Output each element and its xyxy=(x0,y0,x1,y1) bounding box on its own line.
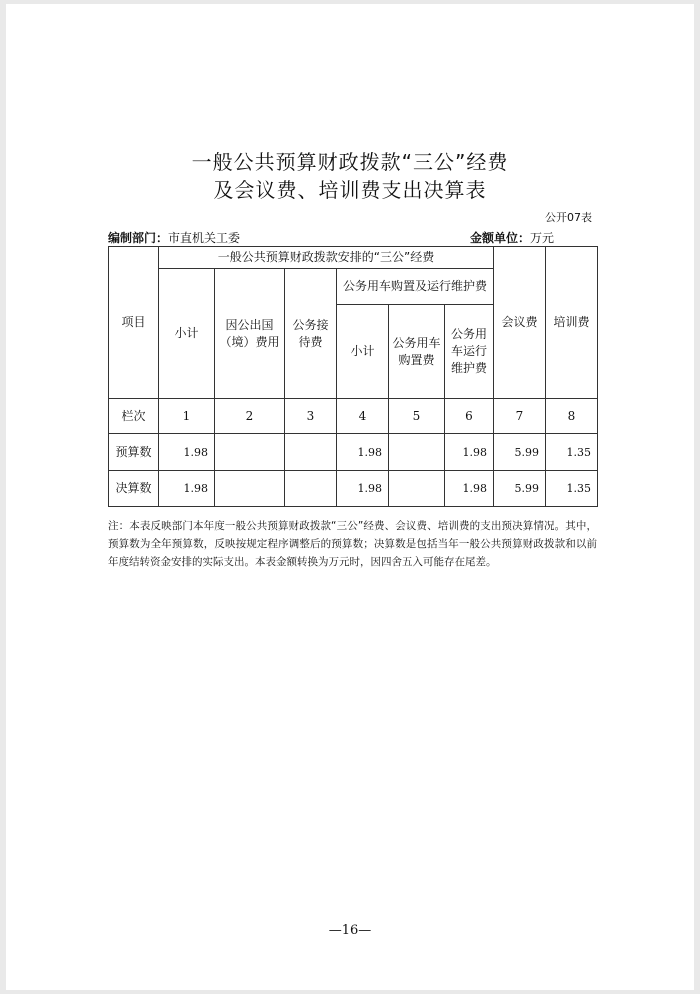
table-cell xyxy=(285,471,337,507)
table-cell: 1.98 xyxy=(445,471,494,507)
table-cell: 1.35 xyxy=(546,434,598,471)
row-label: 决算数 xyxy=(109,471,159,507)
header-vehicle-operation: 公务用车运行维护费 xyxy=(445,305,494,399)
table-row-budget xyxy=(109,434,598,471)
column-number: 5 xyxy=(389,399,445,434)
table-note: 注：本表反映部门本年度一般公共预算财政拨款“三公”经费、会议费、培训费的支出预决算情况。其中，预算数为全年预算数，反映按规定程序调整后的预算数；决算数是包括当年一般公共预算财政拨款和以前年度结转资金安排的实际支出。本表金额转换为万元时，因四舍五入可能存在尾差。 xyxy=(108,520,597,568)
header-training: 培训费 xyxy=(546,247,598,399)
table-cell: 1.35 xyxy=(546,471,598,507)
column-number: 3 xyxy=(285,399,337,434)
title-line-1: 一般公共预算财政拨款“三公”经费 xyxy=(191,150,509,174)
column-number: 1 xyxy=(159,399,215,434)
column-row-label: 栏次 xyxy=(109,399,159,434)
amount-unit xyxy=(470,229,554,246)
header-item: 项目 xyxy=(109,247,159,399)
expense-table xyxy=(108,246,598,507)
table-cell: 1.98 xyxy=(337,471,389,507)
table-cell xyxy=(215,471,285,507)
table-cell xyxy=(389,434,445,471)
table-cell xyxy=(215,434,285,471)
table-cell xyxy=(389,471,445,507)
column-number: 2 xyxy=(215,399,285,434)
department-value: 市直机关工委 xyxy=(168,231,241,245)
column-number: 6 xyxy=(445,399,494,434)
form-code: 公开07表 xyxy=(545,211,592,224)
header-three-public-group: 一般公共预算财政拨款安排的“三公”经费 xyxy=(159,247,494,269)
row-label: 预算数 xyxy=(109,434,159,471)
page-number: —16— xyxy=(328,923,372,938)
column-number: 8 xyxy=(546,399,598,434)
column-number: 7 xyxy=(494,399,546,434)
amount-unit-label: 金额单位： xyxy=(470,231,531,245)
header-subtotal: 小计 xyxy=(159,269,215,399)
amount-unit-value: 万元 xyxy=(530,231,555,245)
header-vehicle-subtotal: 小计 xyxy=(337,305,389,399)
column-number: 4 xyxy=(337,399,389,434)
title-line-2: 及会议费、培训费支出决算表 xyxy=(213,178,487,202)
department xyxy=(108,229,240,246)
header-abroad: 因公出国（境）费用 xyxy=(215,269,285,399)
table-cell: 1.98 xyxy=(159,471,215,507)
department-label: 编制部门： xyxy=(108,231,169,245)
table-cell: 1.98 xyxy=(445,434,494,471)
table-cell: 1.98 xyxy=(337,434,389,471)
table-row-final xyxy=(109,471,598,507)
table-cell: 5.99 xyxy=(494,471,546,507)
column-number-row xyxy=(109,399,598,434)
header-meeting: 会议费 xyxy=(494,247,546,399)
table-cell xyxy=(285,434,337,471)
table-cell: 5.99 xyxy=(494,434,546,471)
header-vehicle-group: 公务用车购置及运行维护费 xyxy=(337,269,494,305)
table-cell: 1.98 xyxy=(159,434,215,471)
header-reception: 公务接待费 xyxy=(285,269,337,399)
header-vehicle-purchase: 公务用车购置费 xyxy=(389,305,445,399)
